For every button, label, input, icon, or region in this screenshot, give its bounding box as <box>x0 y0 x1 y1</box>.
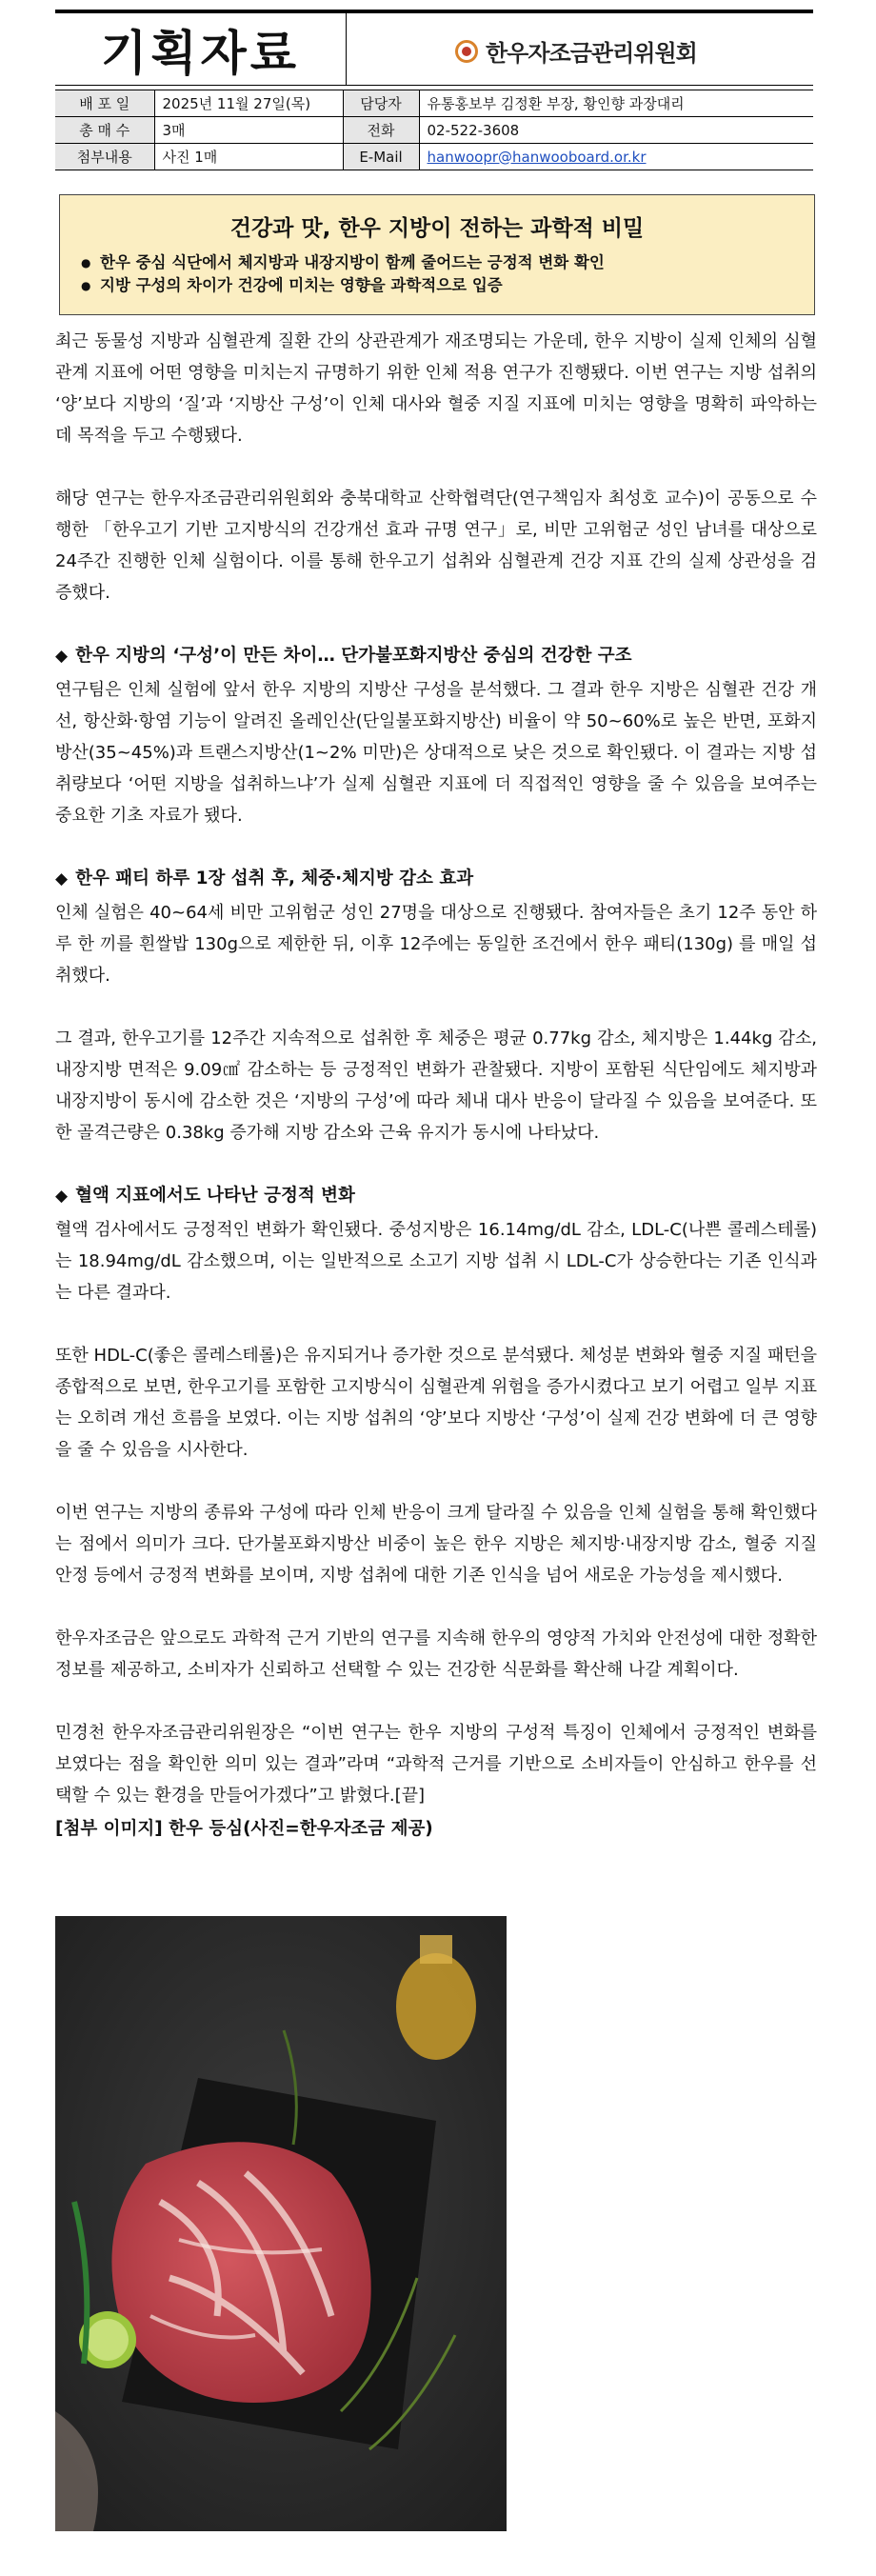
oil-bottle <box>396 1953 476 2060</box>
meta-value: 사진 1매 <box>154 144 343 170</box>
meta-label: 배 포 일 <box>55 90 154 117</box>
email-cell <box>419 144 813 170</box>
meta-label: 총 매 수 <box>55 117 154 144</box>
press-meta-table <box>55 90 813 170</box>
paragraph: 이번 연구는 지방의 종류와 구성에 따라 인체 반응이 크게 달라질 수 있음을 인체 실험을 통해 확인했다는 점에서 의미가 크다. 단가불포화지방산 비중이 높은 한우 지방은 체지방·내장지방 감소, 혈중 지질 안정 등에서 긍정적 변화를 보이며, 지방 섭취에 대한 기존 인식을 넘어 새로운 가능성을 제시했다. <box>55 1503 817 1586</box>
meta-value: 유통홍보부 김정환 부장, 황인향 과장대리 <box>419 90 813 117</box>
paragraph: 한우자조금은 앞으로도 과학적 근거 기반의 연구를 지속해 한우의 영양적 가치와 안전성에 대한 정확한 정보를 제공하고, 소비자가 신뢰하고 선택할 수 있는 건강한 식문화를 확산해 나갈 계획이다. <box>55 1628 817 1680</box>
paragraph: 또한 HDL-C(좋은 콜레스테롤)은 유지되거나 증가한 것으로 분석됐다. 체성분 변화와 혈중 지질 패턴을 종합적으로 보면, 한우고기를 포함한 고지방식이 심혈관계 위험을 증가시켰다고 보기 어렵고 일부 지표는 오히려 개선 흐름을 보였다. 이는 지방 섭취의 ‘양’보다 지방산 ‘구성’이 실제 건강 변화에 더 큰 영향을 줄 수 있음을 시사한다. <box>55 1346 817 1460</box>
email-link[interactable]: hanwoopr@hanwooboard.or.kr <box>427 148 647 166</box>
paragraph: 해당 연구는 한우자조금관리위원회와 충북대학교 산학협력단(연구책임자 최성호 교수)이 공동으로 수행한 「한우고기 기반 고지방식의 건강개선 효과 규명 연구」로, 비만 고위험군 성인 남녀를 대상으로 24주간 진행한 인체 실험이다. 이를 통해 한우고기 섭취와 심혈관계 건강 지표 간의 실제 상관성을 검증했다. <box>55 489 817 603</box>
meta-value: 3매 <box>154 117 343 144</box>
paragraph: 연구팀은 인체 실험에 앞서 한우 지방의 지방산 구성을 분석했다. 그 결과 한우 지방은 심혈관 건강 개선, 항산화·항염 기능이 알려진 올레인산(단일불포화지방산) 비율이 약 50~60%로 높은 반면, 포화지방산(35~45%)과 트랜스지방산(1~2% 미만)은 상대적으로 낮은 것으로 확인됐다. 이 결과는 지방 섭취량보다 ‘어떤 지방을 섭취하느냐’가 실제 심혈관 지표에 더 직접적인 영향을 줄 수 있음을 보여주는 중요한 기초 자료가 됐다. <box>55 680 817 826</box>
section-heading <box>55 640 817 672</box>
paragraph: 민경천 한우자조금관리위원장은 “이번 연구는 한우 지방의 구성적 특징이 인체에서 긍정적인 변화를 보였다는 점을 확인한 의미 있는 결과”라며 “과학적 근거를 기반으로 소비자들이 안심하고 한우를 선택할 수 있는 환경을 만들어가겠다”고 밝혔다.[끝] <box>55 1723 817 1806</box>
document-header <box>55 13 813 86</box>
diamond-icon: ◆ <box>55 647 69 666</box>
image-caption: [첨부 이미지] 한우 등심(사진=한우자조금 제공) <box>55 1819 433 1839</box>
diamond-icon: ◆ <box>55 1187 69 1206</box>
paragraph: 최근 동물성 지방과 심혈관계 질환 간의 상관관계가 재조명되는 가운데, 한우 지방이 실제 인체의 심혈관계 지표에 어떤 영향을 미치는지 규명하기 위한 인체 적용 연구가 진행됐다. 이번 연구는 지방 섭취의 ‘양’보다 지방의 ‘질’과 ‘지방산 구성’이 인체 대사와 혈중 지질 지표에 미치는 영향을 명확히 파악하는 데 목적을 두고 수행됐다. <box>55 331 817 446</box>
sirloin-steak <box>111 2142 370 2403</box>
meta-row <box>55 117 813 144</box>
meta-label: 전화 <box>343 117 419 144</box>
photo-illustration <box>55 1916 507 2531</box>
org-logo <box>455 34 697 68</box>
meta-row <box>55 144 813 170</box>
diamond-icon: ◆ <box>55 869 69 889</box>
headline: 건강과 맛, 한우 지방이 전하는 과학적 비밀 <box>229 216 645 241</box>
hanwoo-logo-icon <box>455 40 478 63</box>
meta-label: E-Mail <box>343 144 419 170</box>
hanwoo-sirloin-photo <box>55 1916 507 2531</box>
org-logo-text: 한우자조금관리위원회 <box>486 40 697 67</box>
meta-row <box>55 90 813 117</box>
section-heading-text: 혈액 지표에서도 나타난 긍정적 변화 <box>75 1186 355 1206</box>
paragraph: 인체 실험은 40~64세 비만 고위험군 성인 27명을 대상으로 진행됐다. 참여자들은 초기 12주 동안 하루 한 끼를 흰쌀밥 130g으로 제한한 뒤, 이후 12주에는 동일한 조건에서 한우 패티(130g) 를 매일 섭취했다. <box>55 903 817 986</box>
article-body <box>55 326 817 1845</box>
summary-bullet: ● 한우 중심 식단에서 체지방과 내장지방이 함께 줄어드는 긍정적 변화 확인 <box>79 251 795 274</box>
meta-value: 02-522-3608 <box>419 117 813 144</box>
section-heading-text: 한우 지방의 ‘구성’이 만든 차이… 단가불포화지방산 중심의 건강한 구조 <box>75 646 632 666</box>
paragraph: 혈액 검사에서도 긍정적인 변화가 확인됐다. 중성지방은 16.14mg/dL 감소, LDL-C(나쁜 콜레스테롤)는 18.94mg/dL 감소했으며, 이는 일반적으로 소고기 지방 섭취 시 LDL-C가 상승한다는 기존 인식과는 다른 결과다. <box>55 1220 817 1303</box>
section-heading-text: 한우 패티 하루 1장 섭취 후, 체중·체지방 감소 효과 <box>75 869 474 889</box>
document-type-title: 기획자료 <box>55 13 347 86</box>
summary-box <box>59 194 815 315</box>
meta-label: 첨부내용 <box>55 144 154 170</box>
section-heading <box>55 863 817 895</box>
section-heading <box>55 1180 817 1212</box>
meta-label: 담당자 <box>343 90 419 117</box>
summary-bullet: ● 지방 구성의 차이가 건강에 미치는 영향을 과학적으로 입증 <box>79 274 795 297</box>
paragraph: 그 결과, 한우고기를 12주간 지속적으로 섭취한 후 체중은 평균 0.77kg 감소, 체지방은 1.44kg 감소, 내장지방 면적은 9.09㎠ 감소하는 등 긍정적인 변화가 관찰됐다. 지방이 포함된 식단임에도 체지방과 내장지방이 동시에 감소한 것은 ‘지방의 구성’에 따라 체내 대사 반응이 달라질 수 있음을 보여준다. 또한 골격근량은 0.38kg 증가해 지방 감소와 근육 유지가 동시에 나타났다. <box>55 1028 817 1143</box>
meta-value: 2025년 11월 27일(목) <box>154 90 343 117</box>
